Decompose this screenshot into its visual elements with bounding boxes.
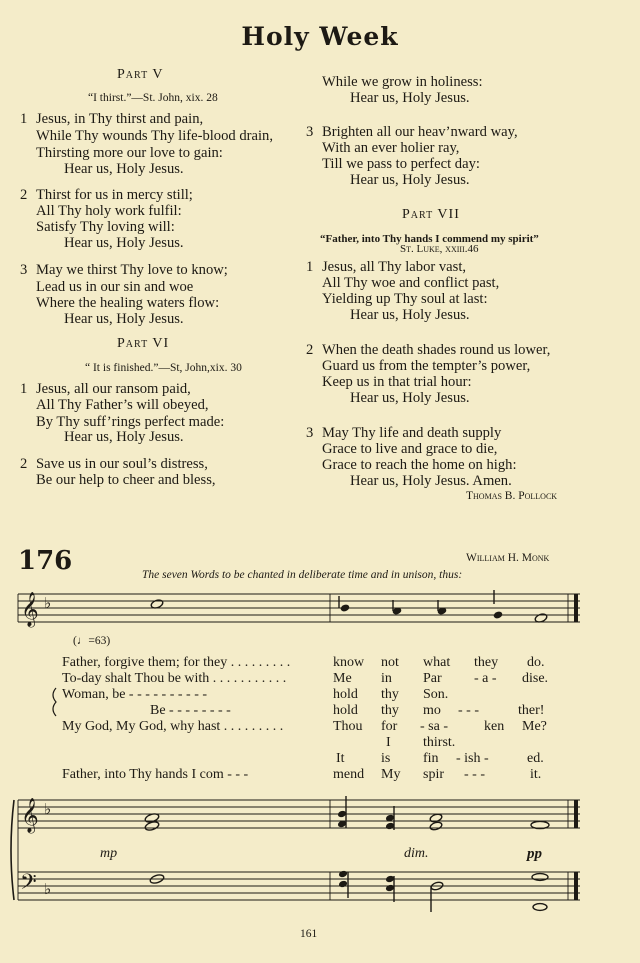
verse-refrain: Hear us, Holy Jesus.	[64, 235, 184, 251]
chant-word: mend	[333, 767, 365, 782]
part-7-heading: Part VII	[402, 207, 460, 222]
chant-word: spir	[423, 767, 444, 782]
verse-line: Keep us in that trial hour:	[322, 374, 472, 390]
verse-line: When the death shades round us lower,	[322, 342, 551, 358]
part-6-citation: “ It is finished.”—St, John,xix. 30	[85, 362, 242, 374]
chant-word: - sa -	[420, 719, 448, 734]
chant-word: do.	[527, 655, 545, 670]
chant-word: thy	[381, 687, 399, 702]
part-5-heading: Part V	[117, 67, 164, 82]
verse-line: Jesus, all our ransom paid,	[36, 381, 191, 397]
chant-word: is	[381, 751, 391, 766]
verse-line: May Thy life and death supply	[322, 425, 502, 441]
verse-line: With an ever holier ray,	[322, 140, 460, 156]
chant-word: Woman, be - - - - - - - - - -	[62, 687, 208, 702]
verse-line: Jesus, in Thy thirst and pain,	[36, 111, 204, 127]
part-7-citation: “Father, into Thy hands I commend my spirit”	[320, 233, 539, 245]
chant-word: what	[423, 655, 451, 670]
page-title: Holy Week	[241, 22, 399, 51]
verse-line: Jesus, all Thy labor vast,	[322, 259, 467, 275]
verse-line: All Thy Father’s will obeyed,	[36, 397, 209, 413]
verse-refrain: Hear us, Holy Jesus.	[64, 429, 184, 445]
chant-word: Be - - - - - - - -	[150, 703, 231, 718]
verse-line: Guard us from the tempter’s power,	[322, 358, 531, 374]
verse-line: Save us in our soul’s distress,	[36, 456, 208, 472]
flat-icon: ♭	[44, 802, 52, 818]
verse-refrain: Hear us, Holy Jesus.	[350, 390, 470, 406]
chant-word: - a -	[474, 671, 497, 686]
dynamic-pp: pp	[527, 846, 542, 862]
stanza-number: 1	[20, 111, 28, 127]
verse-line: Thirsting more our love to gain:	[36, 145, 223, 161]
part-6-heading: Part VI	[117, 336, 170, 351]
dynamic-dim: dim.	[404, 846, 429, 861]
verse-line: By Thy suff’rings perfect made:	[36, 414, 225, 430]
chant-word: My God, My God, why hast . . . . . . . . .	[62, 719, 284, 734]
chant-word: ed.	[527, 751, 544, 766]
author-credit: Thomas B. Pollock	[466, 490, 558, 502]
verse-line: Yielding up Thy soul at last:	[322, 291, 488, 307]
chant-word: mo	[423, 703, 441, 718]
hymn-number: 176	[18, 546, 73, 576]
verse-line: Brighten all our heav’nward way,	[322, 124, 518, 140]
chant-word: - - -	[458, 703, 479, 718]
chant-word: Me	[333, 671, 352, 686]
staff-lines	[18, 800, 580, 828]
chant-word: in	[381, 671, 392, 686]
verse-line: Till we pass to perfect day:	[322, 156, 480, 172]
stanza-number: 2	[20, 456, 28, 472]
chant-word: thy	[381, 703, 399, 718]
chant-word: it.	[530, 767, 542, 782]
chant-word: Me?	[522, 719, 547, 734]
stanza-number: 2	[306, 342, 314, 358]
chant-word: - ish -	[456, 751, 489, 766]
verse-line: Satisfy Thy loving will:	[36, 219, 175, 235]
verse-line: Grace to reach the home on high:	[322, 457, 517, 473]
verse-line: All Thy holy work fulfil:	[36, 203, 182, 219]
verse-refrain: Hear us, Holy Jesus.	[350, 172, 470, 188]
page-number: 161	[300, 928, 318, 940]
verse-line: All Thy woe and conflict past,	[322, 275, 500, 291]
flat-icon: ♭	[44, 596, 52, 612]
stanza-number: 1	[306, 259, 314, 275]
composer-credit: William H. Monk	[466, 552, 550, 564]
chant-word: I	[386, 735, 391, 750]
verse-refrain: Hear us, Holy Jesus.	[350, 90, 470, 106]
verse-line: Grace to live and grace to die,	[322, 441, 498, 457]
chant-word: Father, forgive them; for they . . . . . . . . .	[62, 655, 291, 670]
chant-word: know	[333, 655, 365, 670]
chant-word: Thou	[333, 719, 363, 734]
verse-line: Thirst for us in mercy still;	[36, 187, 193, 203]
performance-instruction: The seven Words to be chanted in deliberate time and in unison, thus:	[142, 569, 463, 581]
stanza-number: 1	[20, 381, 28, 397]
chant-word: ther!	[518, 703, 545, 718]
chant-word: My	[381, 767, 401, 782]
chant-word: not	[381, 655, 399, 670]
treble-clef-icon: 𝄞	[21, 798, 39, 833]
dynamic-mp: mp	[100, 846, 118, 861]
chant-word: - - -	[464, 767, 485, 782]
chant-word: To-day shalt Thou be with . . . . . . . . . . .	[62, 671, 287, 686]
verse-refrain: Hear us, Holy Jesus.	[64, 161, 184, 177]
chant-word: they	[474, 655, 499, 670]
tempo-marking: (♩=63)	[73, 635, 111, 647]
verse-line: While Thy wounds Thy life-blood drain,	[36, 128, 273, 144]
stanza-number: 2	[20, 187, 28, 203]
stanza-number: 3	[306, 425, 314, 441]
part-5-citation: “I thirst.”—St. John, xix. 28	[88, 92, 218, 104]
chant-word: hold	[333, 687, 358, 702]
part-7-citation-ref: St. Luke, xxiii.46	[400, 243, 479, 255]
chant-word: Son.	[423, 687, 449, 702]
chant-word: hold	[333, 703, 358, 718]
verse-line: While we grow in holiness:	[322, 74, 483, 90]
verse-line: Lead us in our sin and woe	[36, 279, 194, 295]
chant-word: fin	[423, 751, 439, 766]
chant-word: Father, into Thy hands I com - - -	[62, 767, 249, 782]
stanza-number: 3	[20, 262, 28, 278]
stanza-number: 3	[306, 124, 314, 140]
treble-clef-icon: 𝄞	[21, 592, 39, 627]
verse-refrain: Hear us, Holy Jesus.	[64, 311, 184, 327]
staff-lines	[18, 872, 580, 900]
chant-word: dise.	[522, 671, 549, 686]
verse-line: May we thirst Thy love to know;	[36, 262, 228, 278]
flat-icon: ♭	[44, 882, 52, 898]
chant-word: It	[336, 751, 345, 766]
chant-word: Par	[423, 671, 442, 686]
verse-line: Be our help to cheer and bless,	[36, 472, 216, 488]
verse-refrain: Hear us, Holy Jesus. Amen.	[350, 473, 512, 489]
chant-word: thirst.	[423, 735, 456, 750]
verse-line: Where the healing waters flow:	[36, 295, 220, 311]
verse-refrain: Hear us, Holy Jesus.	[350, 307, 470, 323]
bass-clef-icon: 𝄢	[20, 870, 37, 900]
chant-word: ken	[484, 719, 505, 734]
chant-word: for	[381, 719, 398, 734]
